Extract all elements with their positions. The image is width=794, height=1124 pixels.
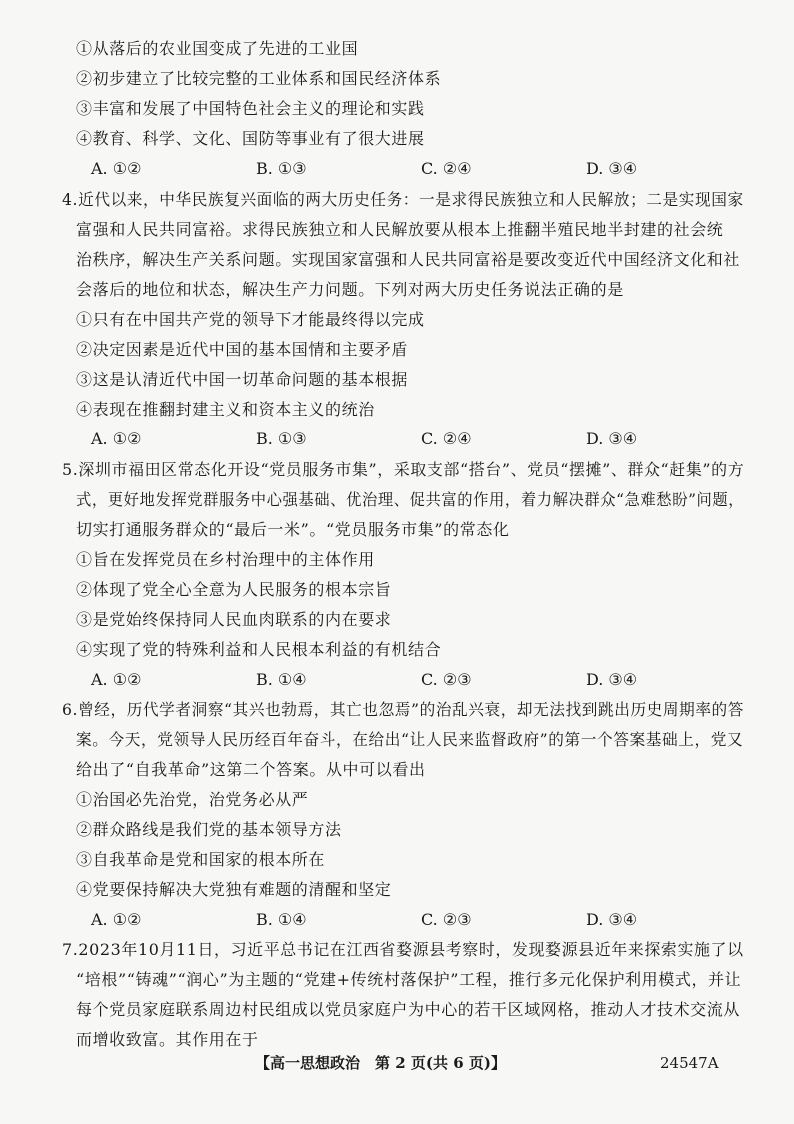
q4-option-c: C. ②④: [421, 429, 472, 448]
q5-item-2: ②体现了党全心全意为人民服务的根本宗旨: [76, 580, 392, 599]
q6-item-2: ②群众路线是我们党的基本领导方法: [76, 820, 342, 839]
q3-option-d: D. ③④: [586, 159, 638, 178]
q5-stem-line-2: 式，更好地发挥党群服务中心强基础、优治理、促共富的作用，着力解决群众“急难愁盼”问题，: [76, 490, 745, 509]
q4-option-d: D. ③④: [586, 429, 638, 448]
q4-item-4: ④表现在推翻封建主义和资本主义的统治: [76, 400, 375, 419]
q5-stem-line-3: 切实打通服务群众的“最后一米”。“党员服务市集”的常态化: [76, 520, 510, 539]
q4-option-b: B. ①③: [256, 429, 307, 448]
q6-item-3: ③自我革命是党和国家的根本所在: [76, 850, 326, 869]
exam-code: 24547A: [660, 1054, 719, 1072]
q5-option-d: D. ③④: [586, 670, 638, 689]
q3-option-c: C. ②④: [421, 159, 472, 178]
q3-item-4: ④教育、科学、文化、国防等事业有了很大进展: [76, 129, 425, 148]
q5-item-4: ④实现了党的特殊利益和人民根本利益的有机结合: [76, 640, 442, 659]
q6-option-d: D. ③④: [586, 910, 638, 929]
q5-option-c: C. ②③: [421, 670, 472, 689]
q5-item-3: ③是党始终保持同人民血肉联系的内在要求: [76, 610, 392, 629]
q5-option-b: B. ①④: [256, 670, 307, 689]
q5-option-a: A. ①②: [91, 670, 142, 689]
q6-item-1: ①治国必先治党，治党务必从严: [76, 790, 309, 809]
q5-item-1: ①旨在发挥党员在乡村治理中的主体作用: [76, 550, 375, 569]
q6-option-c: C. ②③: [421, 910, 472, 929]
q6-option-b: B. ①④: [256, 910, 307, 929]
q4-item-1: ①只有在中国共产党的领导下才能最终得以完成: [76, 310, 425, 329]
page-footer-info: 【高一思想政治 第 2 页(共 6 页)】: [255, 1054, 506, 1072]
q3-item-2: ②初步建立了比较完整的工业体系和国民经济体系: [76, 69, 442, 88]
q3-item-1: ①从落后的农业国变成了先进的工业国: [76, 39, 359, 58]
q4-stem-line-3: 治秩序，解决生产关系问题。实现国家富强和人民共同富裕是要改变近代中国经济文化和社: [76, 250, 741, 269]
q4-item-2: ②决定因素是近代中国的基本国情和主要矛盾: [76, 340, 409, 359]
q6-option-a: A. ①②: [91, 910, 142, 929]
q6-item-4: ④党要保持解决大党独有难题的清醒和坚定: [76, 880, 392, 899]
q4-stem-line-1: 4.近代以来，中华民族复兴面临的两大历史任务：一是求得民族独立和人民解放；二是实现国家: [62, 190, 744, 209]
q4-option-a: A. ①②: [91, 429, 142, 448]
q4-stem-line-4: 会落后的地位和状态，解决生产力问题。下列对两大历史任务说法正确的是: [76, 280, 624, 299]
q6-stem-line-2: 案。今天，党领导人民历经百年奋斗，在给出“让人民来监督政府”的第一个答案基础上，党又: [76, 730, 744, 749]
q4-stem-line-2: 富强和人民共同富裕。求得民族独立和人民解放要从根本上推翻半殖民地半封建的社会统: [76, 220, 724, 239]
q4-item-3: ③这是认清近代中国一切革命问题的基本根据: [76, 370, 409, 389]
q7-stem-line-3: 每个党员家庭联系周边村民组成以党员家庭户为中心的若干区域网格，推动人才技术交流从: [76, 1000, 741, 1019]
q7-stem-line-2: “培根”“铸魂”“润心”为主题的“党建+传统村落保护”工程，推行多元化保护利用模式，并让: [76, 970, 742, 989]
q3-option-a: A. ①②: [91, 159, 142, 178]
q7-stem-line-1: 7.2023年10月11日，习近平总书记在江西省婺源县考察时，发现婺源县近年来探索实施了以: [62, 940, 744, 959]
q5-stem-line-1: 5.深圳市福田区常态化开设“党员服务市集”，采取支部“搭台”、党员“摆摊”、群众“赶集”的方: [62, 460, 745, 479]
q3-item-3: ③丰富和发展了中国特色社会主义的理论和实践: [76, 99, 425, 118]
q3-option-b: B. ①③: [256, 159, 307, 178]
q7-stem-line-4: 而增收致富。其作用在于: [76, 1030, 259, 1049]
q6-stem-line-3: 给出了“自我革命”这第二个答案。从中可以看出: [76, 760, 426, 779]
q6-stem-line-1: 6.曾经，历代学者洞察“其兴也勃焉，其亡也忽焉”的治乱兴衰，却无法找到跳出历史周期率的答: [62, 700, 744, 719]
